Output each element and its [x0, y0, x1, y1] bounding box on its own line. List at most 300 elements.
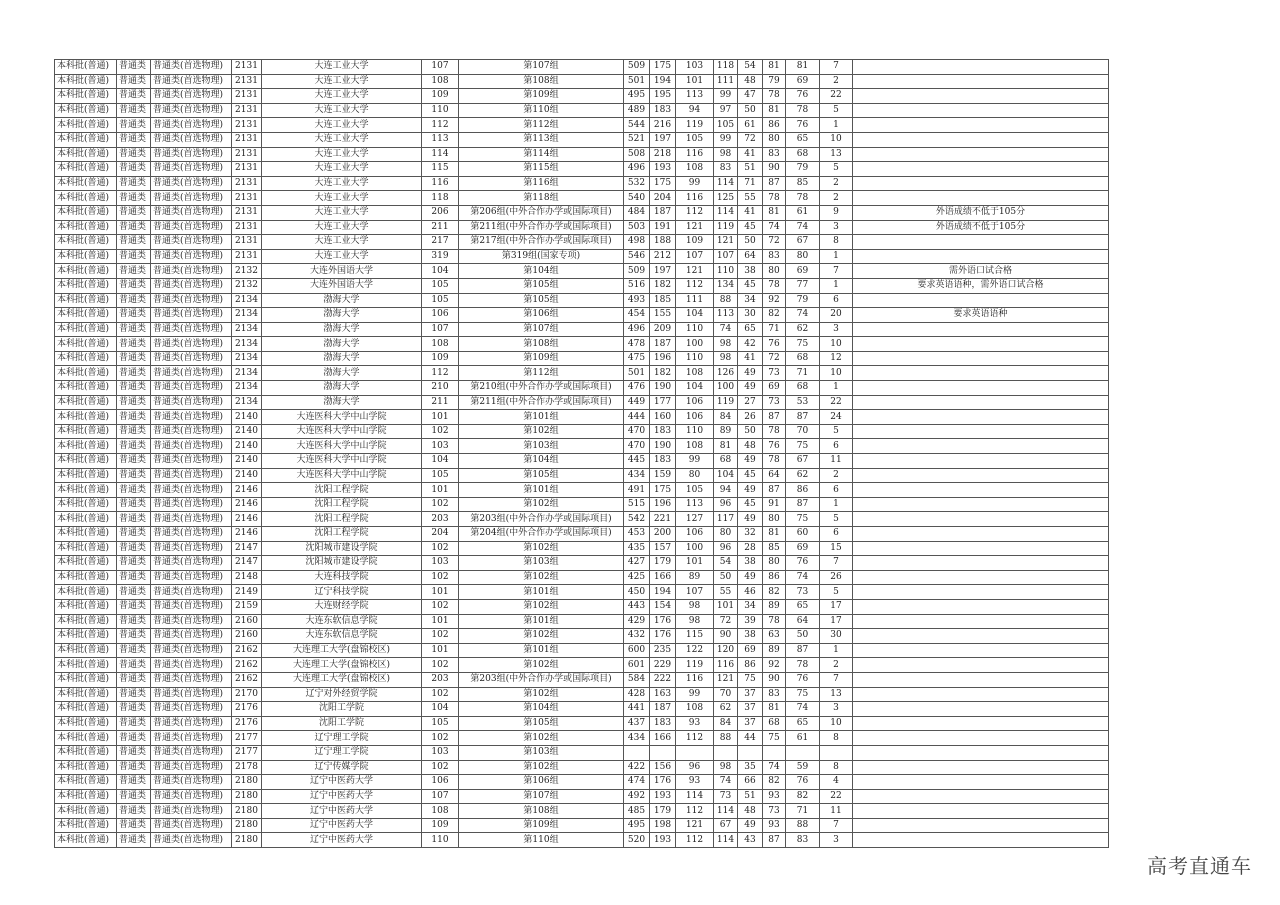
cell-subject-a: 113 — [676, 89, 714, 104]
cell-rank-count: 6 — [820, 527, 853, 542]
cell-school-code: 2177 — [232, 731, 262, 746]
cell-subject-a: 107 — [676, 585, 714, 600]
cell-group-name: 第102组 — [459, 760, 624, 775]
cell-subject-d: 81 — [763, 205, 786, 220]
cell-remarks — [853, 658, 1109, 673]
cell-school-name: 大连医科大学中山学院 — [262, 410, 422, 425]
cell-batch: 本科批(普通) — [55, 147, 117, 162]
cell-subject-e: 76 — [786, 556, 820, 571]
cell-rank-count: 3 — [820, 220, 853, 235]
cell-group-name: 第114组 — [459, 147, 624, 162]
cell-subject-type: 普通类(首选物理) — [151, 731, 232, 746]
cell-subject-d: 82 — [763, 308, 786, 323]
cell-category: 普通类 — [117, 687, 151, 702]
cell-subject-b: 98 — [714, 147, 738, 162]
cell-subject-e: 78 — [786, 191, 820, 206]
cell-subject-type: 普通类(首选物理) — [151, 745, 232, 760]
cell-batch: 本科批(普通) — [55, 541, 117, 556]
cell-group-code: 114 — [422, 147, 459, 162]
cell-group-code: 217 — [422, 235, 459, 250]
cell-category: 普通类 — [117, 176, 151, 191]
cell-subject-a: 121 — [676, 264, 714, 279]
cell-subject-a: 96 — [676, 760, 714, 775]
cell-batch: 本科批(普通) — [55, 629, 117, 644]
cell-subject-a: 99 — [676, 176, 714, 191]
cell-subject-e: 79 — [786, 162, 820, 177]
cell-total-score: 508 — [624, 147, 650, 162]
cell-subject-b: 110 — [714, 264, 738, 279]
cell-total-score: 432 — [624, 629, 650, 644]
cell-rank-count: 26 — [820, 570, 853, 585]
cell-school-code: 2180 — [232, 833, 262, 848]
cell-school-name: 辽宁传媒学院 — [262, 760, 422, 775]
cell-subject-c: 50 — [738, 235, 763, 250]
cell-category: 普通类 — [117, 103, 151, 118]
cell-subject-d: 83 — [763, 687, 786, 702]
cell-subject-e: 50 — [786, 629, 820, 644]
cell-school-code: 2160 — [232, 629, 262, 644]
cell-subject-type: 普通类(首选物理) — [151, 220, 232, 235]
cell-subject-b: 119 — [714, 395, 738, 410]
cell-rank-count: 7 — [820, 556, 853, 571]
cell-group-name: 第217组(中外合作办学或国际项目) — [459, 235, 624, 250]
cell-group-code: 102 — [422, 424, 459, 439]
cell-group-code: 107 — [422, 322, 459, 337]
cell-subject-d: 92 — [763, 658, 786, 673]
cell-subject-e: 70 — [786, 424, 820, 439]
cell-school-code: 2134 — [232, 395, 262, 410]
cell-remarks — [853, 643, 1109, 658]
cell-total-score: 445 — [624, 454, 650, 469]
cell-subject-type: 普通类(首选物理) — [151, 424, 232, 439]
cell-category: 普通类 — [117, 760, 151, 775]
cell-group-code: 101 — [422, 614, 459, 629]
cell-subject-d: 89 — [763, 599, 786, 614]
cell-chinese-math: 187 — [650, 205, 676, 220]
cell-school-code: 2132 — [232, 278, 262, 293]
cell-subject-c: 49 — [738, 366, 763, 381]
table-row — [55, 497, 1109, 512]
cell-subject-d: 72 — [763, 235, 786, 250]
cell-remarks — [853, 599, 1109, 614]
cell-category: 普通类 — [117, 818, 151, 833]
cell-chinese-math: 160 — [650, 410, 676, 425]
cell-subject-type: 普通类(首选物理) — [151, 541, 232, 556]
cell-subject-d: 78 — [763, 89, 786, 104]
cell-subject-a: 116 — [676, 147, 714, 162]
cell-rank-count: 13 — [820, 147, 853, 162]
cell-batch: 本科批(普通) — [55, 162, 117, 177]
cell-subject-a: 116 — [676, 191, 714, 206]
cell-school-code: 2134 — [232, 381, 262, 396]
cell-school-name: 大连工业大学 — [262, 147, 422, 162]
cell-subject-type: 普通类(首选物理) — [151, 278, 232, 293]
cell-school-name: 沈阳城市建设学院 — [262, 556, 422, 571]
cell-batch: 本科批(普通) — [55, 132, 117, 147]
table-row — [55, 264, 1109, 279]
cell-category: 普通类 — [117, 191, 151, 206]
cell-group-code: 101 — [422, 483, 459, 498]
table-row — [55, 220, 1109, 235]
cell-chinese-math: 179 — [650, 556, 676, 571]
cell-group-code: 109 — [422, 351, 459, 366]
cell-subject-d: 78 — [763, 614, 786, 629]
cell-category: 普通类 — [117, 264, 151, 279]
cell-batch: 本科批(普通) — [55, 468, 117, 483]
cell-group-name: 第102组 — [459, 497, 624, 512]
cell-rank-count: 5 — [820, 424, 853, 439]
cell-subject-d: 78 — [763, 454, 786, 469]
cell-rank-count: 30 — [820, 629, 853, 644]
cell-subject-type: 普通类(首选物理) — [151, 264, 232, 279]
cell-subject-c: 45 — [738, 497, 763, 512]
cell-group-name: 第211组(中外合作办学或国际项目) — [459, 395, 624, 410]
cell-school-name: 大连工业大学 — [262, 74, 422, 89]
cell-group-name: 第101组 — [459, 585, 624, 600]
cell-subject-d: 68 — [763, 716, 786, 731]
cell-subject-e: 69 — [786, 541, 820, 556]
cell-subject-b: 50 — [714, 570, 738, 585]
cell-subject-c: 75 — [738, 672, 763, 687]
cell-group-name: 第118组 — [459, 191, 624, 206]
cell-subject-e: 76 — [786, 118, 820, 133]
cell-school-name: 辽宁中医药大学 — [262, 833, 422, 848]
cell-remarks — [853, 760, 1109, 775]
cell-subject-type: 普通类(首选物理) — [151, 687, 232, 702]
cell-school-code: 2131 — [232, 249, 262, 264]
cell-school-code: 2146 — [232, 483, 262, 498]
cell-rank-count: 20 — [820, 308, 853, 323]
table-row — [55, 74, 1109, 89]
cell-chinese-math: 159 — [650, 468, 676, 483]
cell-subject-d: 83 — [763, 147, 786, 162]
cell-category: 普通类 — [117, 614, 151, 629]
table-row — [55, 702, 1109, 717]
cell-total-score: 470 — [624, 424, 650, 439]
cell-group-name: 第115组 — [459, 162, 624, 177]
cell-total-score: 437 — [624, 716, 650, 731]
cell-subject-e: 59 — [786, 760, 820, 775]
cell-rank-count: 5 — [820, 585, 853, 600]
cell-category: 普通类 — [117, 424, 151, 439]
cell-school-code: 2146 — [232, 497, 262, 512]
cell-total-score: 427 — [624, 556, 650, 571]
cell-subject-d: 87 — [763, 483, 786, 498]
cell-category: 普通类 — [117, 381, 151, 396]
cell-batch: 本科批(普通) — [55, 745, 117, 760]
cell-batch: 本科批(普通) — [55, 818, 117, 833]
cell-rank-count: 17 — [820, 614, 853, 629]
cell-rank-count: 5 — [820, 103, 853, 118]
cell-subject-a: 94 — [676, 103, 714, 118]
cell-subject-type: 普通类(首选物理) — [151, 191, 232, 206]
cell-chinese-math: 183 — [650, 716, 676, 731]
cell-category: 普通类 — [117, 833, 151, 848]
cell-subject-type: 普通类(首选物理) — [151, 308, 232, 323]
cell-subject-a: 107 — [676, 249, 714, 264]
cell-category: 普通类 — [117, 804, 151, 819]
cell-subject-d: 74 — [763, 760, 786, 775]
table-row — [55, 775, 1109, 790]
table-row — [55, 833, 1109, 848]
cell-subject-e: 76 — [786, 672, 820, 687]
cell-subject-a: 114 — [676, 789, 714, 804]
cell-batch: 本科批(普通) — [55, 775, 117, 790]
cell-group-code: 102 — [422, 731, 459, 746]
cell-rank-count — [820, 745, 853, 760]
cell-group-name: 第112组 — [459, 366, 624, 381]
cell-group-code: 105 — [422, 716, 459, 731]
cell-rank-count: 1 — [820, 643, 853, 658]
cell-subject-c: 44 — [738, 731, 763, 746]
cell-school-code: 2180 — [232, 818, 262, 833]
cell-school-name: 大连工业大学 — [262, 205, 422, 220]
cell-category: 普通类 — [117, 658, 151, 673]
cell-subject-a: 110 — [676, 322, 714, 337]
cell-category: 普通类 — [117, 643, 151, 658]
cell-subject-a: 104 — [676, 381, 714, 396]
cell-group-name: 第113组 — [459, 132, 624, 147]
table-row — [55, 745, 1109, 760]
cell-category: 普通类 — [117, 570, 151, 585]
cell-subject-a: 103 — [676, 60, 714, 75]
table-row — [55, 293, 1109, 308]
cell-group-name: 第103组 — [459, 439, 624, 454]
cell-subject-c: 37 — [738, 702, 763, 717]
cell-school-name: 渤海大学 — [262, 381, 422, 396]
cell-school-name: 大连工业大学 — [262, 191, 422, 206]
cell-group-code: 103 — [422, 439, 459, 454]
cell-subject-a: 98 — [676, 599, 714, 614]
cell-category: 普通类 — [117, 205, 151, 220]
cell-group-name: 第102组 — [459, 424, 624, 439]
cell-chinese-math: 182 — [650, 366, 676, 381]
cell-remarks — [853, 381, 1109, 396]
cell-subject-type: 普通类(首选物理) — [151, 789, 232, 804]
cell-batch: 本科批(普通) — [55, 570, 117, 585]
cell-school-name: 渤海大学 — [262, 351, 422, 366]
cell-subject-a: 113 — [676, 497, 714, 512]
cell-total-score: 546 — [624, 249, 650, 264]
cell-chinese-math: 187 — [650, 337, 676, 352]
cell-subject-e — [786, 745, 820, 760]
cell-group-code: 115 — [422, 162, 459, 177]
cell-subject-e: 87 — [786, 643, 820, 658]
table-body — [55, 60, 1109, 848]
cell-school-code: 2131 — [232, 235, 262, 250]
cell-remarks — [853, 629, 1109, 644]
cell-remarks — [853, 366, 1109, 381]
cell-subject-type: 普通类(首选物理) — [151, 118, 232, 133]
cell-subject-d: 79 — [763, 74, 786, 89]
table-row — [55, 585, 1109, 600]
cell-school-name: 大连理工大学(盘锦校区) — [262, 643, 422, 658]
cell-subject-a: 127 — [676, 512, 714, 527]
cell-remarks — [853, 410, 1109, 425]
cell-subject-type: 普通类(首选物理) — [151, 147, 232, 162]
cell-subject-c: 51 — [738, 162, 763, 177]
cell-subject-type: 普通类(首选物理) — [151, 556, 232, 571]
cell-school-name: 渤海大学 — [262, 395, 422, 410]
cell-subject-e: 74 — [786, 308, 820, 323]
cell-batch: 本科批(普通) — [55, 351, 117, 366]
cell-subject-a: 119 — [676, 118, 714, 133]
cell-total-score: 434 — [624, 731, 650, 746]
cell-subject-c: 27 — [738, 395, 763, 410]
cell-group-name: 第203组(中外合作办学或国际项目) — [459, 512, 624, 527]
cell-subject-c: 35 — [738, 760, 763, 775]
cell-subject-b: 98 — [714, 760, 738, 775]
cell-school-code: 2131 — [232, 191, 262, 206]
cell-subject-d: 80 — [763, 132, 786, 147]
cell-remarks — [853, 789, 1109, 804]
cell-school-name: 渤海大学 — [262, 366, 422, 381]
cell-subject-b: 72 — [714, 614, 738, 629]
cell-subject-b: 84 — [714, 410, 738, 425]
cell-batch: 本科批(普通) — [55, 103, 117, 118]
cell-rank-count: 10 — [820, 337, 853, 352]
cell-total-score: 584 — [624, 672, 650, 687]
cell-group-name: 第106组 — [459, 775, 624, 790]
cell-school-name: 沈阳城市建设学院 — [262, 541, 422, 556]
cell-subject-b: 55 — [714, 585, 738, 600]
cell-subject-type: 普通类(首选物理) — [151, 162, 232, 177]
cell-rank-count: 1 — [820, 118, 853, 133]
cell-chinese-math: 221 — [650, 512, 676, 527]
cell-subject-d: 81 — [763, 702, 786, 717]
cell-remarks — [853, 497, 1109, 512]
cell-group-code: 105 — [422, 278, 459, 293]
cell-school-name: 大连工业大学 — [262, 132, 422, 147]
table-row — [55, 176, 1109, 191]
cell-batch: 本科批(普通) — [55, 264, 117, 279]
cell-group-name: 第101组 — [459, 410, 624, 425]
cell-group-name: 第106组 — [459, 308, 624, 323]
cell-total-score: 501 — [624, 366, 650, 381]
cell-school-name: 渤海大学 — [262, 308, 422, 323]
table-row — [55, 235, 1109, 250]
cell-chinese-math: 204 — [650, 191, 676, 206]
cell-remarks — [853, 103, 1109, 118]
cell-school-code: 2131 — [232, 60, 262, 75]
cell-total-score: 489 — [624, 103, 650, 118]
cell-subject-d: 73 — [763, 366, 786, 381]
cell-remarks — [853, 527, 1109, 542]
cell-subject-c: 28 — [738, 541, 763, 556]
cell-rank-count: 2 — [820, 191, 853, 206]
cell-group-code: 112 — [422, 366, 459, 381]
cell-subject-type: 普通类(首选物理) — [151, 629, 232, 644]
cell-subject-a: 108 — [676, 702, 714, 717]
cell-group-code: 102 — [422, 658, 459, 673]
cell-subject-c: 47 — [738, 89, 763, 104]
cell-rank-count: 6 — [820, 483, 853, 498]
cell-remarks — [853, 570, 1109, 585]
cell-rank-count: 4 — [820, 775, 853, 790]
cell-chinese-math: 194 — [650, 74, 676, 89]
cell-group-name: 第102组 — [459, 541, 624, 556]
cell-group-code: 109 — [422, 89, 459, 104]
cell-subject-type: 普通类(首选物理) — [151, 672, 232, 687]
cell-subject-c: 61 — [738, 118, 763, 133]
cell-total-score: 509 — [624, 60, 650, 75]
cell-subject-e: 65 — [786, 132, 820, 147]
cell-batch: 本科批(普通) — [55, 702, 117, 717]
cell-school-code: 2180 — [232, 789, 262, 804]
cell-subject-a: 101 — [676, 556, 714, 571]
cell-subject-e: 82 — [786, 789, 820, 804]
cell-school-code: 2134 — [232, 366, 262, 381]
cell-rank-count: 15 — [820, 541, 853, 556]
cell-subject-d: 80 — [763, 264, 786, 279]
cell-subject-type: 普通类(首选物理) — [151, 716, 232, 731]
cell-rank-count: 13 — [820, 687, 853, 702]
cell-total-score: 428 — [624, 687, 650, 702]
cell-group-code: 101 — [422, 585, 459, 600]
cell-total-score: 515 — [624, 497, 650, 512]
cell-category: 普通类 — [117, 439, 151, 454]
cell-subject-b: 134 — [714, 278, 738, 293]
cell-batch: 本科批(普通) — [55, 716, 117, 731]
cell-total-score: 476 — [624, 381, 650, 396]
cell-subject-e: 76 — [786, 89, 820, 104]
cell-group-code: 211 — [422, 220, 459, 235]
cell-subject-c: 49 — [738, 483, 763, 498]
table-row — [55, 424, 1109, 439]
cell-subject-d: 90 — [763, 162, 786, 177]
cell-group-code: 102 — [422, 599, 459, 614]
cell-category: 普通类 — [117, 337, 151, 352]
cell-subject-d: 93 — [763, 789, 786, 804]
cell-subject-d: 80 — [763, 512, 786, 527]
cell-chinese-math: 183 — [650, 454, 676, 469]
cell-group-code: 105 — [422, 293, 459, 308]
cell-group-code: 211 — [422, 395, 459, 410]
cell-subject-e: 87 — [786, 410, 820, 425]
cell-group-name: 第102组 — [459, 570, 624, 585]
cell-school-name: 大连医科大学中山学院 — [262, 424, 422, 439]
table-row — [55, 512, 1109, 527]
cell-subject-e: 74 — [786, 702, 820, 717]
cell-group-code: 105 — [422, 468, 459, 483]
cell-subject-b: 120 — [714, 643, 738, 658]
cell-chinese-math: 182 — [650, 278, 676, 293]
cell-rank-count: 8 — [820, 731, 853, 746]
cell-subject-d: 82 — [763, 775, 786, 790]
cell-subject-c: 51 — [738, 789, 763, 804]
cell-subject-b: 114 — [714, 176, 738, 191]
cell-subject-d: 78 — [763, 278, 786, 293]
cell-remarks — [853, 424, 1109, 439]
cell-category: 普通类 — [117, 351, 151, 366]
cell-subject-b: 114 — [714, 833, 738, 848]
cell-subject-c: 50 — [738, 103, 763, 118]
table-row — [55, 483, 1109, 498]
cell-remarks — [853, 60, 1109, 75]
cell-school-name: 大连科技学院 — [262, 570, 422, 585]
cell-category: 普通类 — [117, 220, 151, 235]
cell-school-code: 2162 — [232, 658, 262, 673]
cell-school-code: 2131 — [232, 162, 262, 177]
cell-category: 普通类 — [117, 118, 151, 133]
cell-chinese-math: 177 — [650, 395, 676, 410]
cell-total-score: 435 — [624, 541, 650, 556]
cell-category: 普通类 — [117, 454, 151, 469]
cell-category: 普通类 — [117, 716, 151, 731]
cell-subject-e: 77 — [786, 278, 820, 293]
cell-remarks — [853, 249, 1109, 264]
cell-remarks — [853, 74, 1109, 89]
